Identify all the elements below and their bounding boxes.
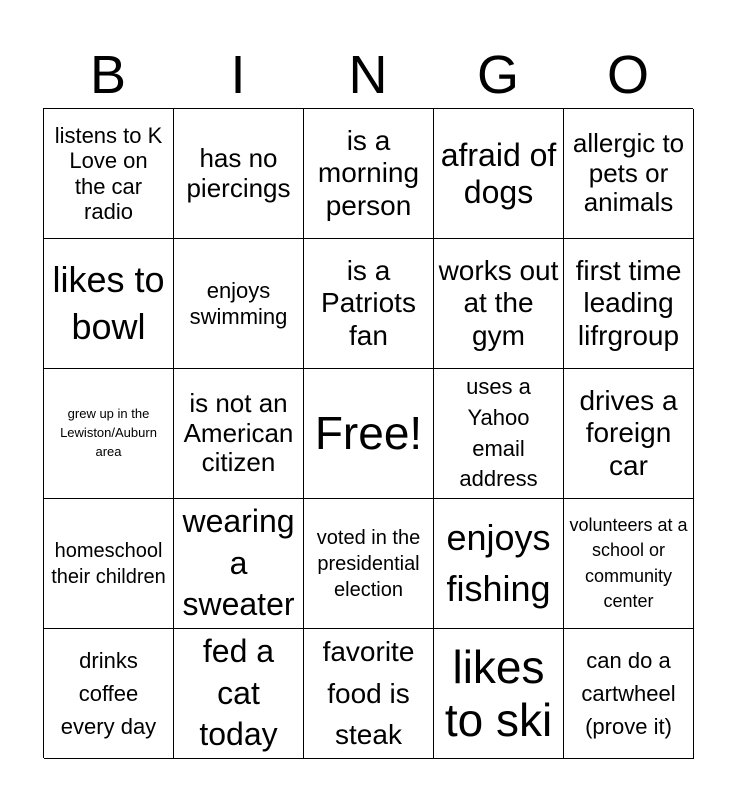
bingo-cell-r3-c1[interactable] (44, 369, 174, 499)
cell-text: volunteers at a school or community center (569, 515, 688, 611)
cell-text: first time leading lifrgroup (575, 255, 682, 351)
cell-text: likes to ski (444, 640, 553, 746)
cell-text: is a morning person (317, 125, 420, 221)
header-letter-o: O (606, 45, 649, 105)
cell-text: drives a foreign car (579, 385, 678, 481)
bingo-cell-r4-c3[interactable] (304, 499, 434, 629)
bingo-cell-r4-c2[interactable] (174, 499, 304, 629)
bingo-cell-r2-c4[interactable] (434, 239, 564, 369)
cell-text: fed a cat today (199, 633, 278, 753)
cell-text: enjoys swimming (189, 278, 288, 329)
header-letter-g: G (476, 45, 519, 105)
cell-text: likes to bowl (52, 259, 165, 347)
cell-text: Free! (314, 407, 423, 460)
bingo-cell-r5-c1[interactable] (44, 629, 174, 759)
header-letter-i: I (230, 45, 246, 105)
cell-text: favorite food is steak (322, 636, 415, 751)
bingo-cell-r2-c5[interactable] (564, 239, 694, 369)
bingo-cell-r4-c4[interactable] (434, 499, 564, 629)
bingo-cell-r5-c2[interactable] (174, 629, 304, 759)
cell-text: is a Patriots fan (321, 255, 416, 351)
cell-text: is not an American citizen (183, 387, 294, 478)
bingo-header (43, 42, 693, 108)
cell-text: homeschool their children (51, 539, 166, 588)
bingo-cell-r5-c5[interactable] (564, 629, 694, 759)
bingo-cell-r2-c2[interactable] (174, 239, 304, 369)
bingo-cell-r5-c4[interactable] (434, 629, 564, 759)
cell-text: voted in the presidential election (316, 526, 421, 601)
bingo-cell-r2-c1[interactable] (44, 239, 174, 369)
bingo-cell-r3-c5[interactable] (564, 369, 694, 499)
header-letter-b: B (89, 45, 127, 105)
bingo-cell-r4-c1[interactable] (44, 499, 174, 629)
cell-text: has no piercings (186, 142, 291, 203)
bingo-cell-r1-c3[interactable] (304, 109, 434, 239)
cell-text: wearing a sweater (182, 503, 295, 623)
bingo-cell-r4-c5[interactable] (564, 499, 694, 629)
bingo-cell-r5-c3[interactable] (304, 629, 434, 759)
cell-text: uses a Yahoo email address (459, 373, 538, 492)
bingo-cell-r3-c4[interactable] (434, 369, 564, 499)
cell-text: enjoys fishing (446, 517, 551, 609)
cell-text: grew up in the Lewiston/Auburn area (60, 406, 157, 459)
bingo-cell-r1-c5[interactable] (564, 109, 694, 239)
bingo-cell-r1-c2[interactable] (174, 109, 304, 239)
bingo-grid (43, 108, 693, 758)
bingo-cell-r3-c3[interactable] (304, 369, 434, 499)
bingo-cell-r1-c1[interactable] (44, 109, 174, 239)
header-letter-n: N (348, 45, 388, 105)
cell-text: listens to K Love on the car radio (54, 122, 163, 224)
bingo-cell-r2-c3[interactable] (304, 239, 434, 369)
cell-text: afraid of dogs (440, 136, 557, 210)
bingo-cell-r3-c2[interactable] (174, 369, 304, 499)
cell-text: drinks coffee every day (60, 648, 157, 739)
cell-text: works out at the gym (438, 255, 559, 351)
cell-text: can do a cartwheel (prove it) (581, 648, 676, 739)
cell-text: allergic to pets or animals (572, 127, 685, 218)
bingo-cell-r1-c4[interactable] (434, 109, 564, 239)
